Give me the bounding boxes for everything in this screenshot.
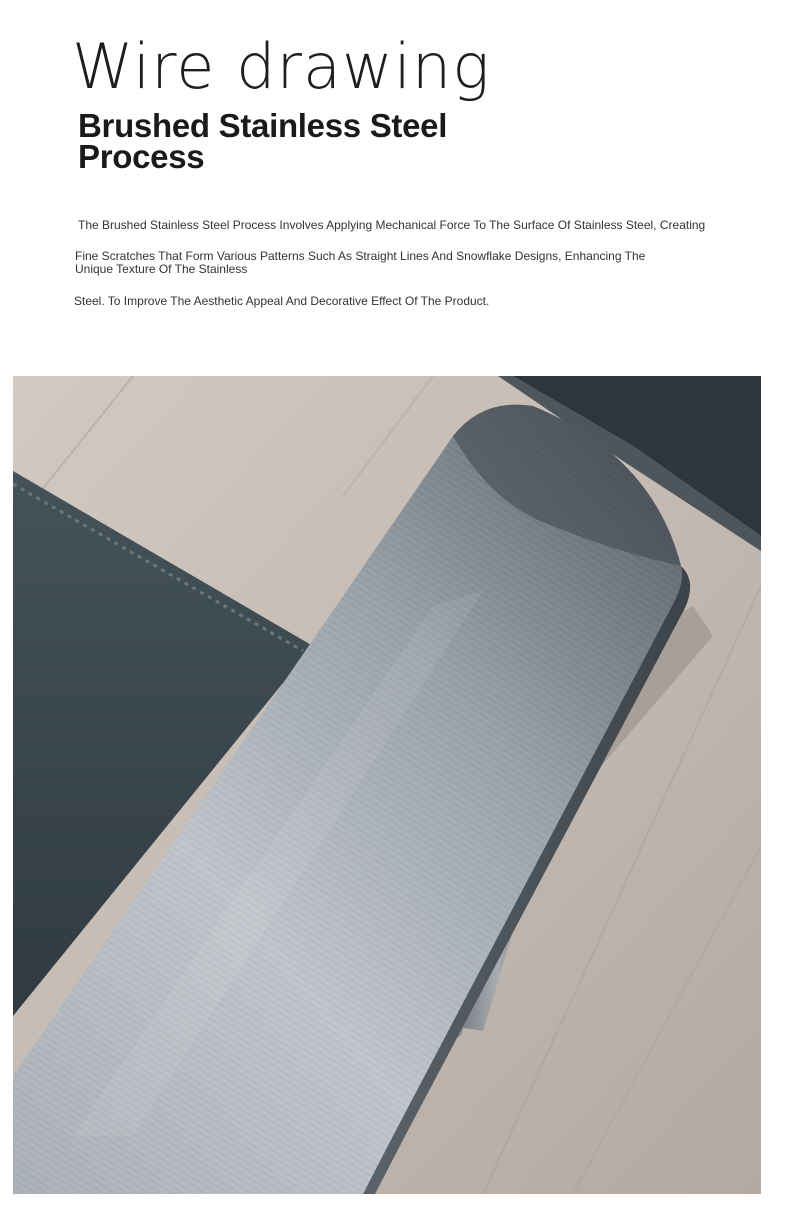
section-subtitle (78, 107, 448, 175)
page-title: Wire drawing (72, 30, 491, 103)
subtitle-line-1: Brushed Stainless Steel (78, 107, 448, 144)
description-line-3: Steel. To Improve The Aesthetic Appeal And Decorative Effect Of The Product. (74, 294, 490, 308)
subtitle-line-2: Process (78, 138, 205, 175)
description-line-2: Fine Scratches That Form Various Patterns Such As Straight Lines And Snowflake Designs, Enhancing The Unique Texture Of The Stainless (75, 249, 646, 276)
description-line-1: The Brushed Stainless Steel Process Involves Applying Mechanical Force To The Surface Of Stainless Steel, Creating (78, 218, 706, 232)
product-photo (13, 376, 761, 1194)
